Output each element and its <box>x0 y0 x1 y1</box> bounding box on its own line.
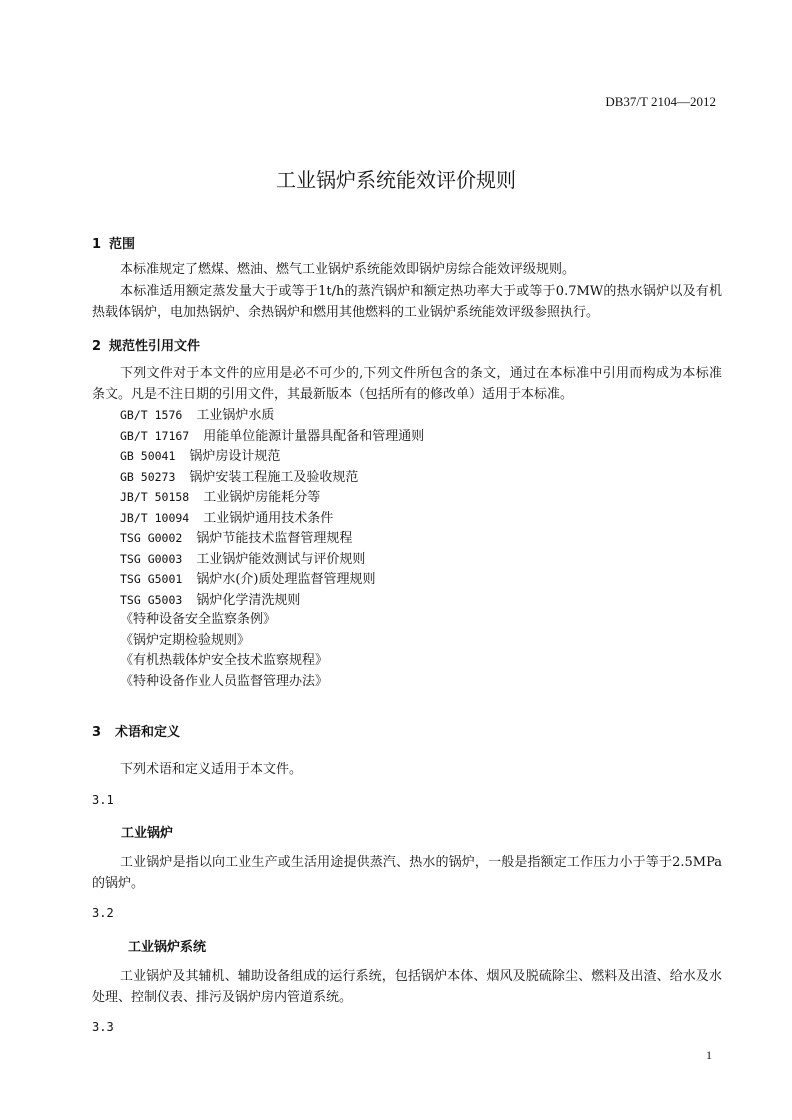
term-industrial-boiler-system: 工业锅炉系统 <box>128 940 207 955</box>
reference-title: 工业锅炉房能耗分等 <box>203 490 321 505</box>
section-1-paragraph-2: 本标准适用额定蒸发量大于或等于1t/h的蒸汽锅炉和额定热功率大于或等于0.7MW的热水锅炉以及有机热载体锅炉，电加热锅炉、余热锅炉和燃用其他燃料的工业锅炉系统能效评级参照执行。 <box>92 284 722 320</box>
page-number: 1 <box>706 1048 712 1062</box>
section-3-paragraph-1: 下列术语和定义适用于本文件。 <box>120 762 303 777</box>
reference-title: 锅炉房设计规范 <box>189 449 281 464</box>
reference-item <box>120 487 424 508</box>
reference-code: GB/T 17167 <box>120 428 190 443</box>
document-title: 工业锅炉系统能效评价规则 <box>276 168 516 192</box>
reference-code: JB/T 10094 <box>120 510 190 525</box>
reference-title: 锅炉安装工程施工及验收规范 <box>189 469 359 485</box>
reference-code: JB/T 50158 <box>120 490 190 504</box>
section-title: 术语和定义 <box>115 725 181 740</box>
reference-title: 锅炉化学清洗规则 <box>196 592 301 608</box>
reference-title: 锅炉水(介)质处理监督管理规则 <box>196 572 376 587</box>
section-title: 规范性引用文件 <box>109 339 201 354</box>
reference-title: 工业锅炉能效测试与评价规则 <box>196 551 366 567</box>
section-2-paragraph-1: 下列文件对于本文件的应用是必不可少的,下列文件所包含的条文，通过在本标准中引用而构成为本标准条文。凡是不注日期的引用文件，其最新版本（包括所有的修改单）适用于本标准。 <box>92 366 722 402</box>
reference-item <box>120 426 424 447</box>
reference-item <box>120 549 424 570</box>
clause-3-1-number: 3.1 <box>92 793 114 807</box>
reference-list <box>120 405 424 692</box>
reference-item <box>120 508 424 529</box>
reference-title: 《特种设备作业人员监督管理办法》 <box>120 673 329 689</box>
reference-item <box>120 631 424 652</box>
reference-code: TSG G5003 <box>120 592 183 607</box>
reference-item <box>120 446 424 467</box>
term-industrial-boiler-definition: 工业锅炉是指以向工业生产或生活用途提供蒸汽、热水的锅炉，一般是指额定工作压力小于等于2.5MPa的锅炉。 <box>92 855 722 891</box>
reference-code: TSG G0003 <box>120 551 183 566</box>
reference-code: TSG G5001 <box>120 572 183 586</box>
section-1-paragraph-1: 本标准规定了燃煤、燃油、燃气工业锅炉系统能效即锅炉房综合能效评级规则。 <box>120 262 576 277</box>
reference-code: GB 50041 <box>120 449 176 463</box>
reference-title: 工业锅炉水质 <box>196 408 275 423</box>
section-3-heading <box>92 721 180 740</box>
section-number: 3 <box>92 725 102 740</box>
reference-item <box>120 590 424 611</box>
clause-3-2-number: 3.2 <box>92 906 114 920</box>
section-number: 2 <box>92 339 102 354</box>
reference-code: TSG G0002 <box>120 531 183 545</box>
section-number: 1 <box>92 237 102 252</box>
reference-title: 《锅炉定期检验规则》 <box>120 632 251 648</box>
reference-title: 《特种设备安全监察条例》 <box>120 612 277 627</box>
reference-title: 工业锅炉通用技术条件 <box>203 510 334 526</box>
section-2-heading <box>92 335 200 354</box>
reference-item <box>120 672 424 693</box>
reference-code: GB/T 1576 <box>120 408 183 422</box>
reference-title: 锅炉节能技术监督管理规程 <box>196 531 353 546</box>
term-industrial-boiler-system-definition: 工业锅炉及其辅机、辅助设备组成的运行系统，包括锅炉本体、烟风及脱硫除尘、燃料及出渣、给水及水处理、控制仪表、排污及锅炉房内管道系统。 <box>92 969 722 1005</box>
reference-item <box>120 467 424 488</box>
document-code: DB37/T 2104—2012 <box>605 94 716 109</box>
reference-item <box>120 651 424 672</box>
reference-title: 用能单位能源计量器具配备和管理通则 <box>203 428 425 444</box>
reference-item <box>120 610 424 631</box>
section-title: 范围 <box>109 237 136 252</box>
reference-item <box>120 405 424 426</box>
reference-item <box>120 528 424 549</box>
reference-item <box>120 569 424 590</box>
term-industrial-boiler: 工业锅炉 <box>121 826 174 841</box>
clause-3-3-number: 3.3 <box>92 1020 114 1034</box>
section-1-heading <box>92 233 135 252</box>
reference-title: 《有机热载体炉安全技术监察规程》 <box>120 653 329 668</box>
reference-code: GB 50273 <box>120 469 176 484</box>
